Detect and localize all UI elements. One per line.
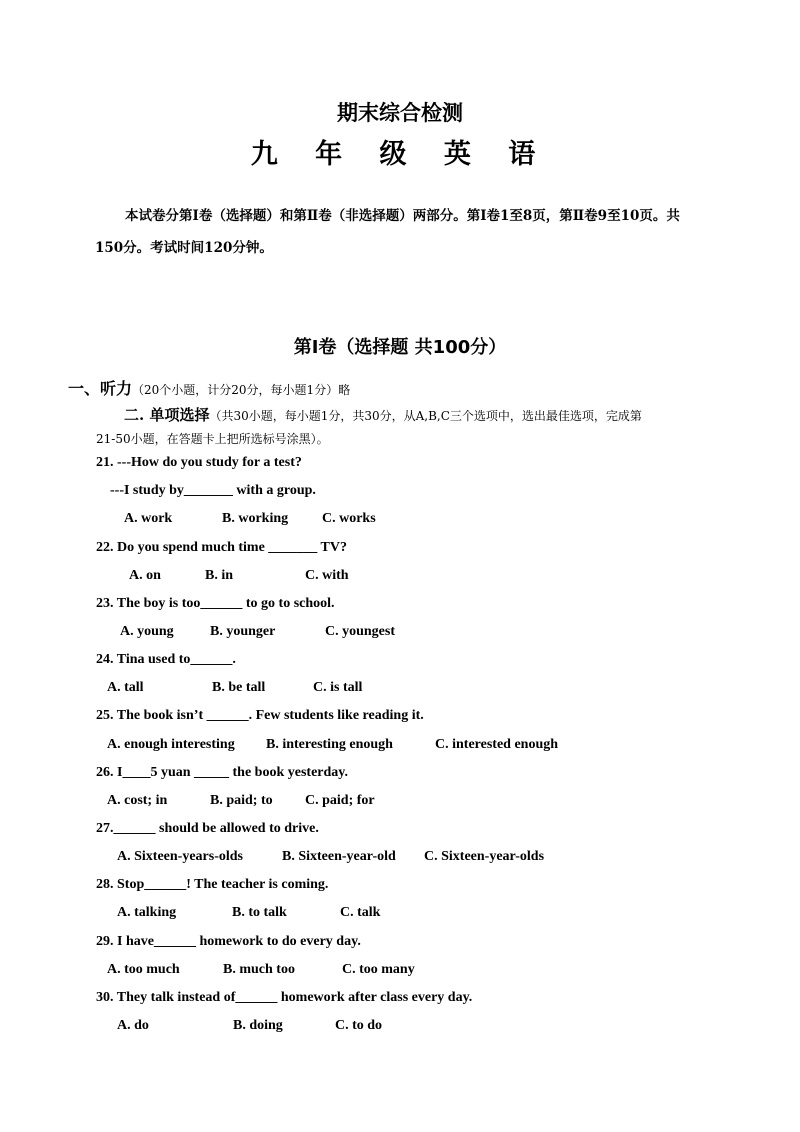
option-c: C. paid; for	[305, 793, 375, 808]
option-a: A. do	[117, 1018, 149, 1033]
part-1-label: 一、听力	[68, 379, 133, 398]
option-b: B. paid; to	[210, 793, 273, 808]
option-b: B. interesting enough	[266, 737, 393, 752]
option-c: C. talk	[340, 905, 381, 920]
option-c: C. youngest	[325, 624, 396, 639]
option-b: B. to talk	[232, 905, 287, 920]
part-2-note-line-2: 21-50小题，在答题卡上把所选标号涂黑）。	[96, 432, 329, 446]
option-a: A. too much	[107, 962, 180, 977]
option-b: B. Sixteen-year-old	[282, 849, 396, 864]
exam-intro	[95, 200, 735, 264]
exam-subtitle: 九 年 级 英 语	[250, 139, 550, 170]
option-c: C. to do	[335, 1018, 383, 1033]
option-c: C. too many	[342, 962, 415, 977]
option-b: B. be tall	[212, 680, 266, 695]
option-a: A. cost; in	[107, 793, 168, 808]
option-a: A. young	[120, 624, 174, 639]
option-a: A. on	[129, 568, 161, 583]
option-b: B. working	[222, 511, 289, 526]
question-stem: 25. The book isn’t ______. Few students like reading it.	[96, 708, 424, 723]
part-1-note: （20个小题，计分20分，每小题1分）略	[132, 383, 351, 397]
intro-line-2: 150分。考试时间120分钟。	[95, 240, 273, 256]
question-stem: 28. Stop______! The teacher is coming.	[96, 877, 329, 892]
part-1-heading	[68, 376, 350, 399]
option-c: C. with	[305, 568, 349, 583]
question-stem: 22. Do you spend much time _______ TV?	[96, 540, 347, 555]
question-stem: 29. I have______ homework to do every day.	[96, 934, 361, 949]
option-c: C. is tall	[313, 680, 363, 695]
option-b: B. younger	[210, 624, 276, 639]
option-a: A. work	[124, 511, 173, 526]
question-stem: 27.______ should be allowed to drive.	[96, 821, 319, 836]
question-stem: 24. Tina used to______.	[96, 652, 236, 667]
section-title: 第Ⅰ卷（选择题 共100分）	[293, 337, 507, 358]
option-a: A. tall	[107, 680, 144, 695]
question-stem: 23. The boy is too______ to go to school.	[96, 596, 335, 611]
option-b: B. in	[205, 568, 234, 583]
question-stem-continued: ---I study by_______ with a group.	[110, 483, 316, 498]
question-stem: 26. I____5 yuan _____ the book yesterday.	[96, 765, 349, 780]
part-2-note-line-1: （共30小题，每小题1分，共30分，从A,B,C三个选项中，选出最佳选项，完成第	[209, 409, 642, 423]
question-stem: 21. ---How do you study for a test?	[96, 455, 302, 470]
option-c: C. interested enough	[435, 737, 559, 752]
option-a: A. enough interesting	[107, 737, 235, 752]
part-2-label: 二. 单项选择	[124, 406, 210, 424]
exam-title: 期末综合检测	[337, 100, 463, 125]
part-2-heading	[124, 404, 642, 425]
part-2-note-line-2-row	[96, 430, 329, 447]
question-stem: 30. They talk instead of______ homework after class every day.	[96, 990, 473, 1005]
intro-line-1: 本试卷分第Ⅰ卷（选择题）和第Ⅱ卷（非选择题）两部分。第Ⅰ卷1至8页，第Ⅱ卷9至10页。共	[125, 208, 680, 224]
option-a: A. Sixteen-years-olds	[117, 849, 243, 864]
option-c: C. works	[322, 511, 376, 526]
option-c: C. Sixteen-year-olds	[424, 849, 545, 864]
option-a: A. talking	[117, 905, 177, 920]
option-b: B. doing	[233, 1018, 283, 1033]
option-b: B. much too	[223, 962, 295, 977]
